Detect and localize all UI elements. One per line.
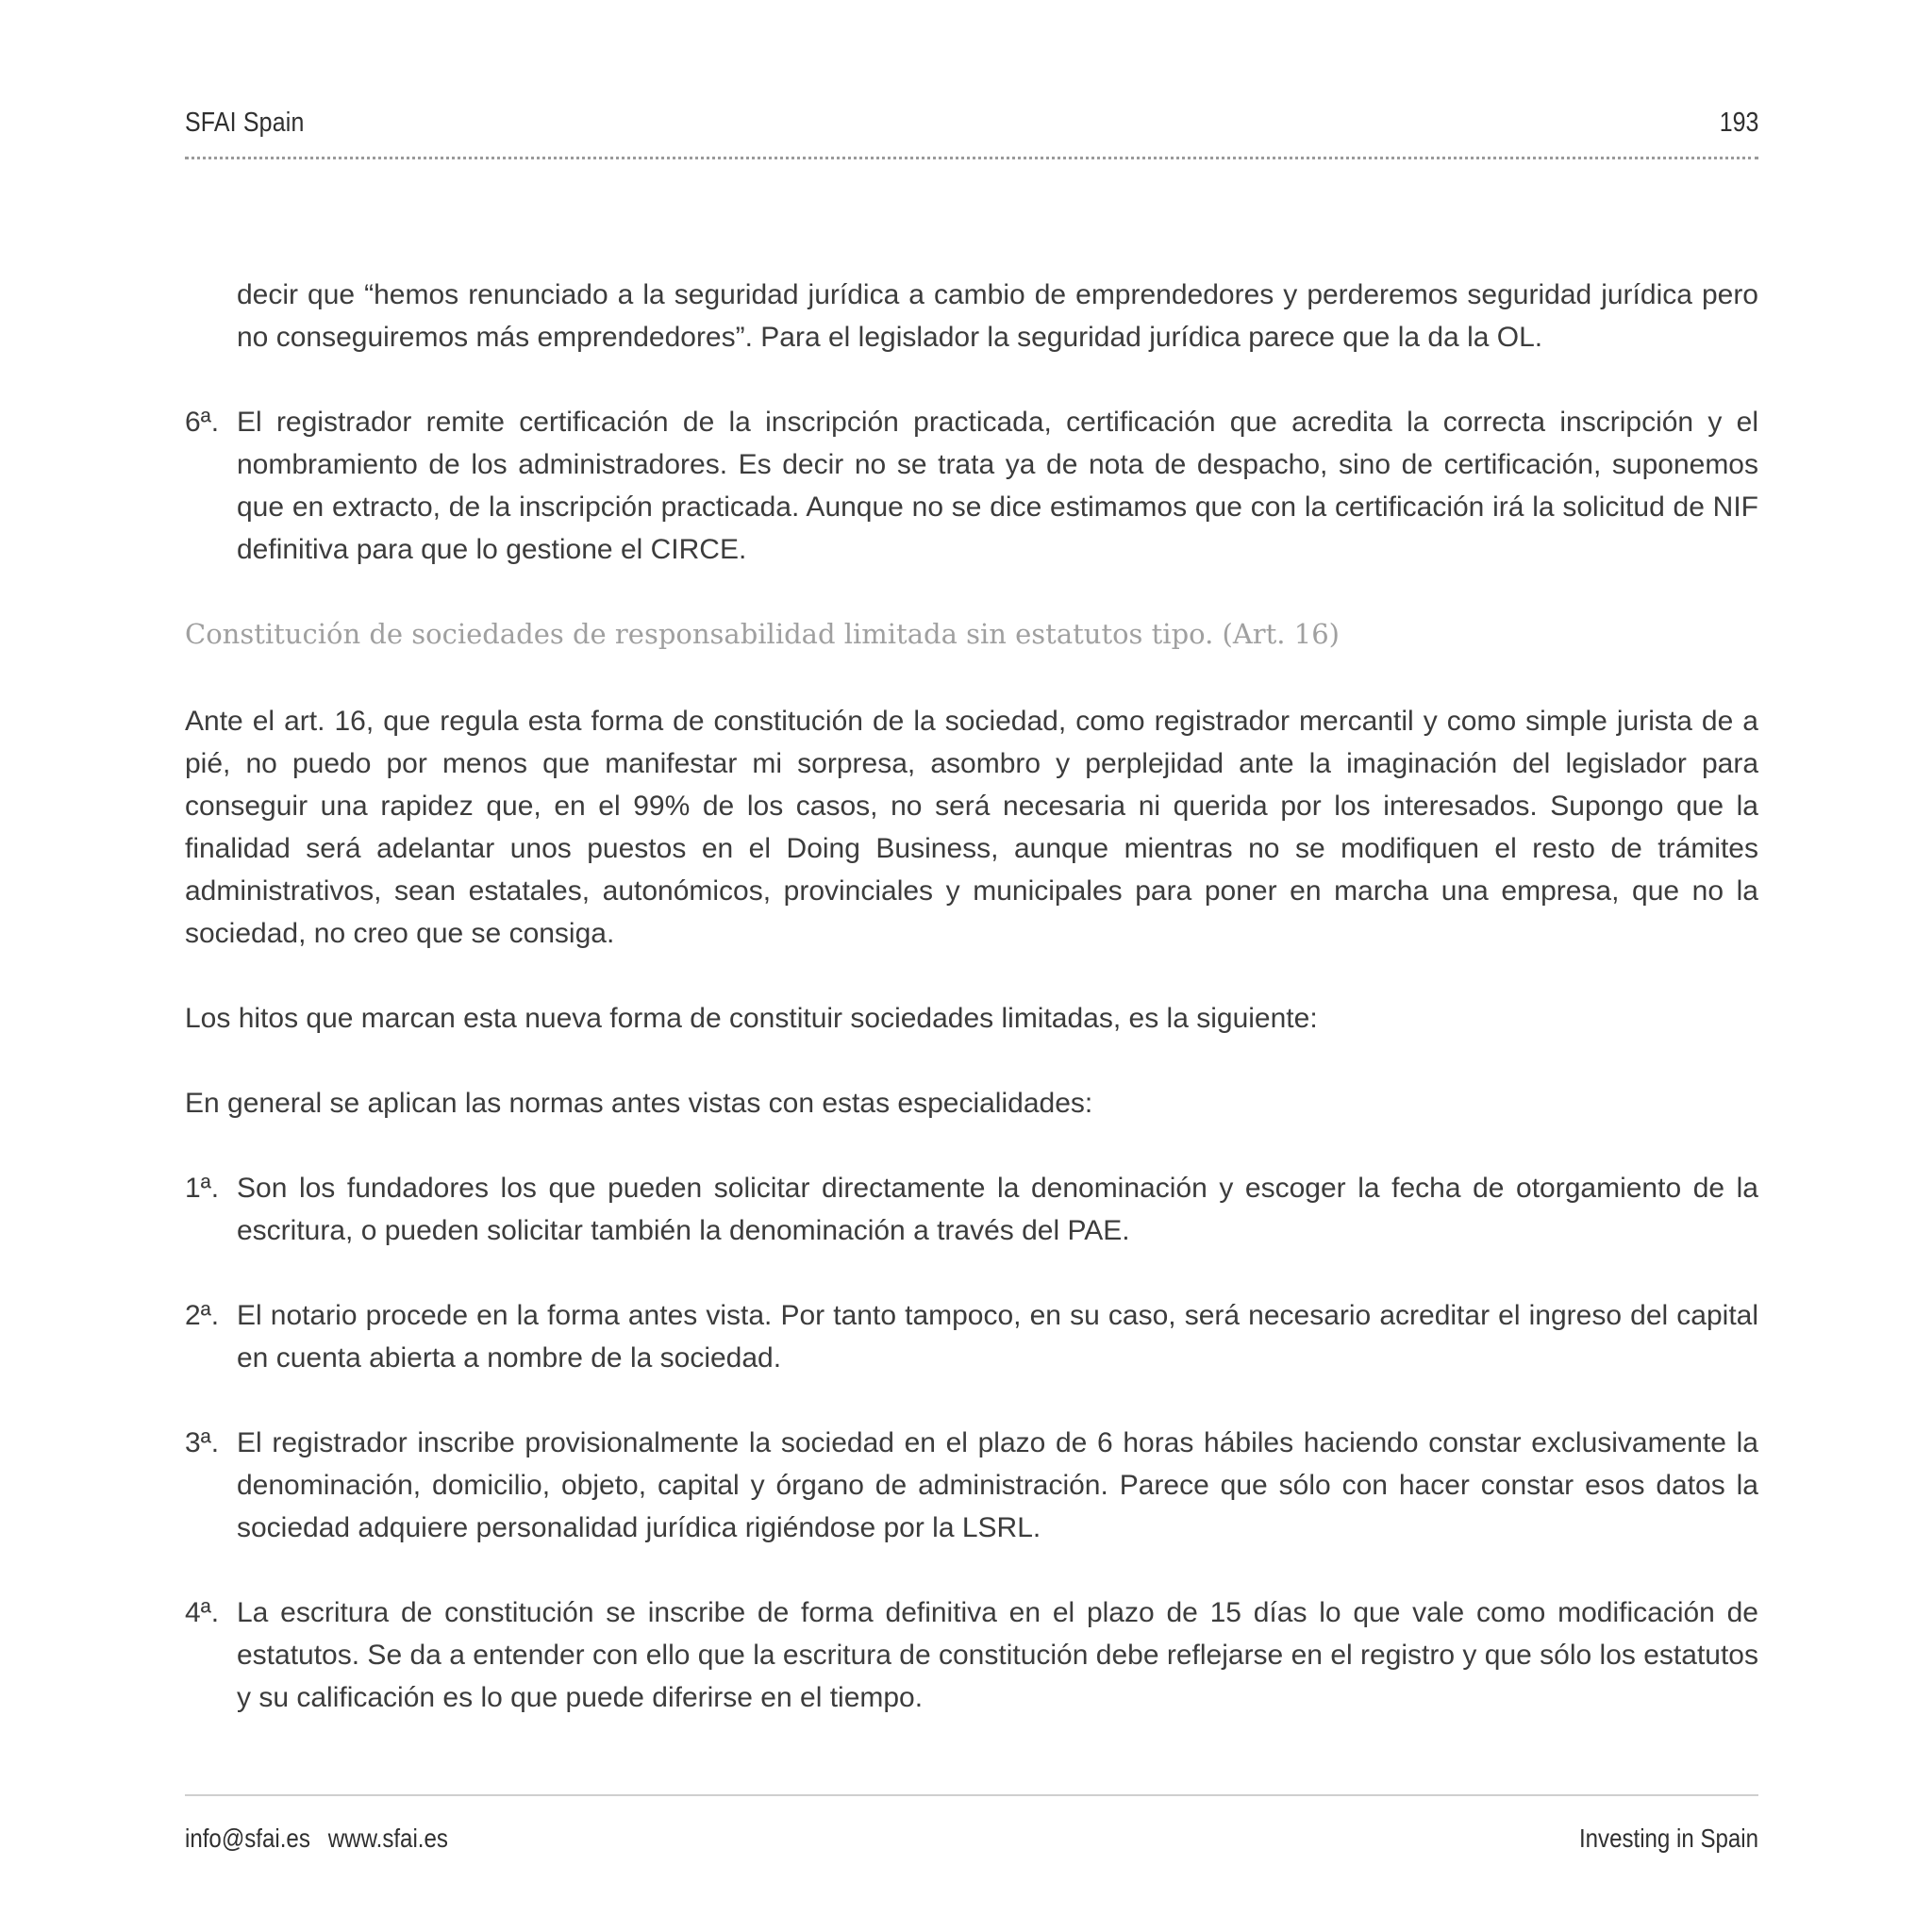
- list-item-4: [185, 1591, 1758, 1719]
- header-title: SFAI Spain: [185, 108, 305, 138]
- page-body: [185, 274, 1758, 1761]
- list-item-number: 1ª.: [185, 1173, 220, 1204]
- list-item-number: 4ª.: [185, 1597, 220, 1628]
- list-item-text: La escritura de constitución se inscribe de forma definitiva en el plazo de 15 días lo que vale como modificación de estatutos. Se da a entender con ello que la escritura de constitución debe reflejarse en el registro y que sólo los estatutos y su calificación es lo que puede diferirse en el tiempo.: [237, 1597, 1758, 1713]
- body-paragraph-1: Ante el art. 16, que regula esta forma de constitución de la sociedad, como registrador mercantil y como simple jurista de a pié, no puedo por menos que manifestar mi sorpresa, asombro y perplejidad ante la imaginación del legislador para conseguir una rapidez que, en el 99% de los casos, no será necesaria ni querida por los interesados. Supongo que la finalidad será adelantar unos puestos en el Doing Business, aunque mientras no se modifiquen el resto de trámites administrativos, sean estatales, autonómicos, provinciales y municipales para poner en marcha una empresa, que no la sociedad, no creo que se consiga.: [185, 706, 1758, 949]
- list-item-6: [185, 401, 1758, 571]
- list-item-number: 6ª.: [185, 407, 220, 438]
- footer-divider: [185, 1794, 1758, 1796]
- list-item-number: 3ª.: [185, 1427, 220, 1458]
- list-item-text: El notario procede en la forma antes vista. Por tanto tampoco, en su caso, será necesario acreditar el ingreso del capital en cuenta abierta a nombre de la sociedad.: [237, 1300, 1758, 1374]
- list-item-text: Son los fundadores los que pueden solicitar directamente la denominación y escoger la fecha de otorgamiento de la escritura, o pueden solicitar también la denominación a través del PAE.: [237, 1173, 1758, 1246]
- footer-email: info@sfai.es: [185, 1824, 310, 1853]
- footer-website: www.sfai.es: [327, 1824, 448, 1853]
- list-item-text: El registrador inscribe provisionalmente la sociedad en el plazo de 6 horas hábiles haciendo constar exclusivamente la denominación, domicilio, objeto, capital y órgano de administración. Parece que sólo con hacer constar esos datos la sociedad adquiere personalidad jurídica rigiéndose por la LSRL.: [237, 1427, 1758, 1543]
- page-number: 193: [1719, 108, 1758, 138]
- footer-publication: Investing in Spain: [1578, 1824, 1758, 1853]
- list-item-1: [185, 1167, 1758, 1252]
- footer-contact: [185, 1824, 448, 1854]
- list-item-3: [185, 1422, 1758, 1549]
- header-divider: [185, 157, 1758, 159]
- section-heading: Constitución de sociedades de responsabilidad limitada sin estatutos tipo. (Art. 16): [185, 618, 1340, 650]
- list-item-number: 2ª.: [185, 1300, 220, 1331]
- continuation-paragraph: decir que “hemos renunciado a la seguridad jurídica a cambio de emprendedores y perderemos seguridad jurídica pero no conseguiremos más emprendedores”. Para el legislador la seguridad jurídica parece que la da la OL.: [237, 279, 1758, 353]
- list-item-text: El registrador remite certificación de la inscripción practicada, certificación que acredita la correcta inscripción y el nombramiento de los administradores. Es decir no se trata ya de nota de despacho, sino de certificación, suponemos que en extracto, de la inscripción practicada. Aunque no se dice estimamos que con la certificación irá la solicitud de NIF definitiva para que lo gestione el CIRCE.: [237, 407, 1758, 565]
- list-item-2: [185, 1294, 1758, 1379]
- body-paragraph-2: Los hitos que marcan esta nueva forma de constituir sociedades limitadas, es la siguiente:: [185, 1003, 1318, 1034]
- body-paragraph-3: En general se aplican las normas antes vistas con estas especialidades:: [185, 1088, 1093, 1119]
